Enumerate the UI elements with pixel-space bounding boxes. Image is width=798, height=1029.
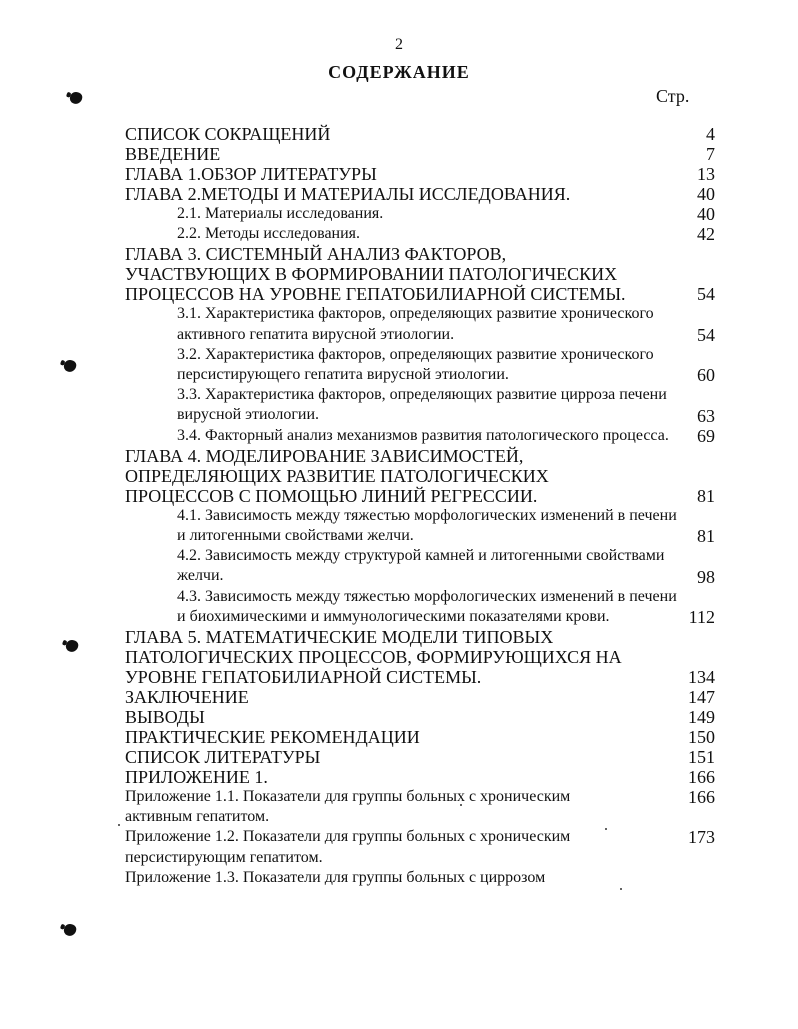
toc-entry-page: 147 (688, 687, 715, 708)
toc-entry-title: ВЫВОДЫ (125, 707, 205, 728)
toc-entry-page: 151 (688, 747, 715, 768)
scan-speck (620, 888, 622, 890)
toc-entry-page: 98 (697, 566, 715, 587)
toc-entry-title: ПРАКТИЧЕСКИЕ РЕКОМЕНДАЦИИ (125, 727, 420, 748)
toc-section-entry (125, 224, 725, 244)
toc-entry-title: СПИСОК ЛИТЕРАТУРЫ (125, 747, 321, 768)
toc-entry-page: 54 (697, 324, 715, 345)
toc-chapter-entry (125, 767, 725, 787)
toc-entry-title: Приложение 1.1. Показатели для группы больных с хроническим активным гепатитом. (125, 788, 571, 826)
table-of-contents (125, 124, 725, 888)
toc-entry-title: ГЛАВА 2.МЕТОДЫ И МАТЕРИАЛЫ ИССЛЕДОВАНИЯ. (125, 184, 571, 204)
toc-entry-page: 149 (688, 707, 715, 728)
toc-section-entry (125, 426, 725, 446)
toc-chapter-entry (125, 244, 725, 304)
toc-entry-page: 42 (697, 224, 715, 245)
toc-entry-page: 40 (697, 184, 715, 204)
page-number: 2 (395, 36, 403, 53)
scan-blot-mark (68, 90, 83, 105)
toc-entry-title: 4.2. Зависимость между структурой камней и литогенными свойствами желчи. (177, 547, 665, 585)
toc-entry-title: 3.1. Характеристика факторов, определяющих развитие хронического активного гепатита вирусной этиологии. (177, 305, 654, 343)
toc-entry-title: 3.3. Характеристика факторов, определяющих развитие цирроза печени вирусной этиологии. (177, 386, 667, 424)
toc-appendix-entry (125, 868, 725, 888)
toc-entry-title: ГЛАВА 5. МАТЕМАТИЧЕСКИЕ МОДЕЛИ ТИПОВЫХ ПАТОЛОГИЧЕСКИХ ПРОЦЕССОВ, ФОРМИРУЮЩИХСЯ НА УРОВНЕ ГЕПАТОБИЛИАРНОЙ СИСТЕМЫ. (125, 627, 622, 688)
toc-chapter-entry (125, 687, 725, 707)
toc-entry-title: 2.1. Материалы исследования. (177, 205, 384, 222)
toc-chapter-entry (125, 627, 725, 687)
toc-entry-page: 166 (688, 767, 715, 788)
scan-speck (118, 824, 120, 826)
toc-chapter-entry (125, 184, 725, 204)
toc-chapter-entry (125, 124, 725, 144)
toc-section-entry (125, 385, 725, 425)
toc-chapter-entry (125, 747, 725, 767)
toc-entry-page: 81 (697, 485, 715, 506)
toc-section-entry (125, 345, 725, 385)
page-title: СОДЕРЖАНИЕ (328, 62, 470, 82)
toc-section-entry (125, 546, 725, 586)
toc-entry-page: 13 (697, 164, 715, 184)
toc-chapter-entry (125, 144, 725, 164)
toc-entry-page: 7 (706, 144, 715, 164)
toc-chapter-entry (125, 707, 725, 727)
toc-entry-page: 166 (688, 787, 715, 808)
toc-entry-title: 4.3. Зависимость между тяжестью морфологических изменений в печени и биохимическими и иммунологическими показателями крови. (177, 587, 677, 625)
page-column-label: Стр. (656, 86, 690, 106)
toc-entry-title: 4.1. Зависимость между тяжестью морфологических изменений в печени и литогенными свойствами желчи. (177, 506, 677, 545)
toc-appendix-entry (125, 827, 725, 867)
toc-chapter-entry (125, 446, 725, 506)
toc-entry-page: 150 (688, 727, 715, 748)
toc-entry-title: Приложение 1.3. Показатели для группы больных с циррозом (125, 868, 546, 886)
toc-entry-title: ПРИЛОЖЕНИЕ 1. (125, 767, 268, 788)
toc-entry-title: ВВЕДЕНИЕ (125, 144, 221, 164)
scan-blot-mark (62, 358, 77, 373)
toc-entry-page: 40 (697, 204, 715, 225)
toc-entry-page: 4 (706, 124, 715, 144)
toc-entry-page: 60 (697, 365, 715, 386)
toc-entry-page: 173 (688, 827, 715, 848)
toc-entry-title: 3.4. Факторный анализ механизмов развития патологического процесса. (177, 426, 669, 444)
toc-entry-title: ГЛАВА 4. МОДЕЛИРОВАНИЕ ЗАВИСИМОСТЕЙ, ОПРЕДЕЛЯЮЩИХ РАЗВИТИЕ ПАТОЛОГИЧЕСКИХ ПРОЦЕССОВ С ПОМОЩЬЮ ЛИНИЙ РЕГРЕССИИ. (125, 445, 549, 506)
toc-entry-title: СПИСОК СОКРАЩЕНИЙ (125, 124, 331, 144)
toc-entry-page: 69 (697, 425, 715, 446)
scan-blot-mark (62, 922, 77, 937)
toc-chapter-entry (125, 727, 725, 747)
toc-section-entry (125, 587, 725, 627)
toc-entry-title: 2.2. Методы исследования. (177, 225, 361, 243)
toc-entry-title: ГЛАВА 3. СИСТЕМНЫЙ АНАЛИЗ ФАКТОРОВ, УЧАСТВУЮЩИХ В ФОРМИРОВАНИИ ПАТОЛОГИЧЕСКИХ ПРОЦЕССОВ НА УРОВНЕ ГЕПАТОБИЛИАРНОЙ СИСТЕМЫ. (125, 244, 626, 305)
toc-section-entry (125, 506, 725, 546)
toc-section-entry (125, 304, 725, 344)
toc-entry-page: 112 (688, 607, 715, 628)
toc-entry-title: ГЛАВА 1.ОБЗОР ЛИТЕРАТУРЫ (125, 164, 377, 184)
toc-entry-page: 63 (697, 405, 715, 426)
toc-entry-title: Приложение 1.2. Показатели для группы больных с хроническим персистирующим гепатитом. (125, 828, 571, 866)
toc-appendix-entry (125, 787, 725, 827)
toc-section-entry (125, 204, 725, 224)
toc-entry-page: 81 (697, 526, 715, 547)
toc-entry-page: 134 (688, 667, 715, 688)
toc-entry-title: 3.2. Характеристика факторов, определяющих развитие хронического персистирующего гепатита вирусной этиологии. (177, 345, 654, 384)
scan-blot-mark (64, 638, 79, 653)
toc-entry-title: ЗАКЛЮЧЕНИЕ (125, 687, 249, 708)
toc-chapter-entry (125, 164, 725, 184)
toc-entry-page: 54 (697, 284, 715, 305)
